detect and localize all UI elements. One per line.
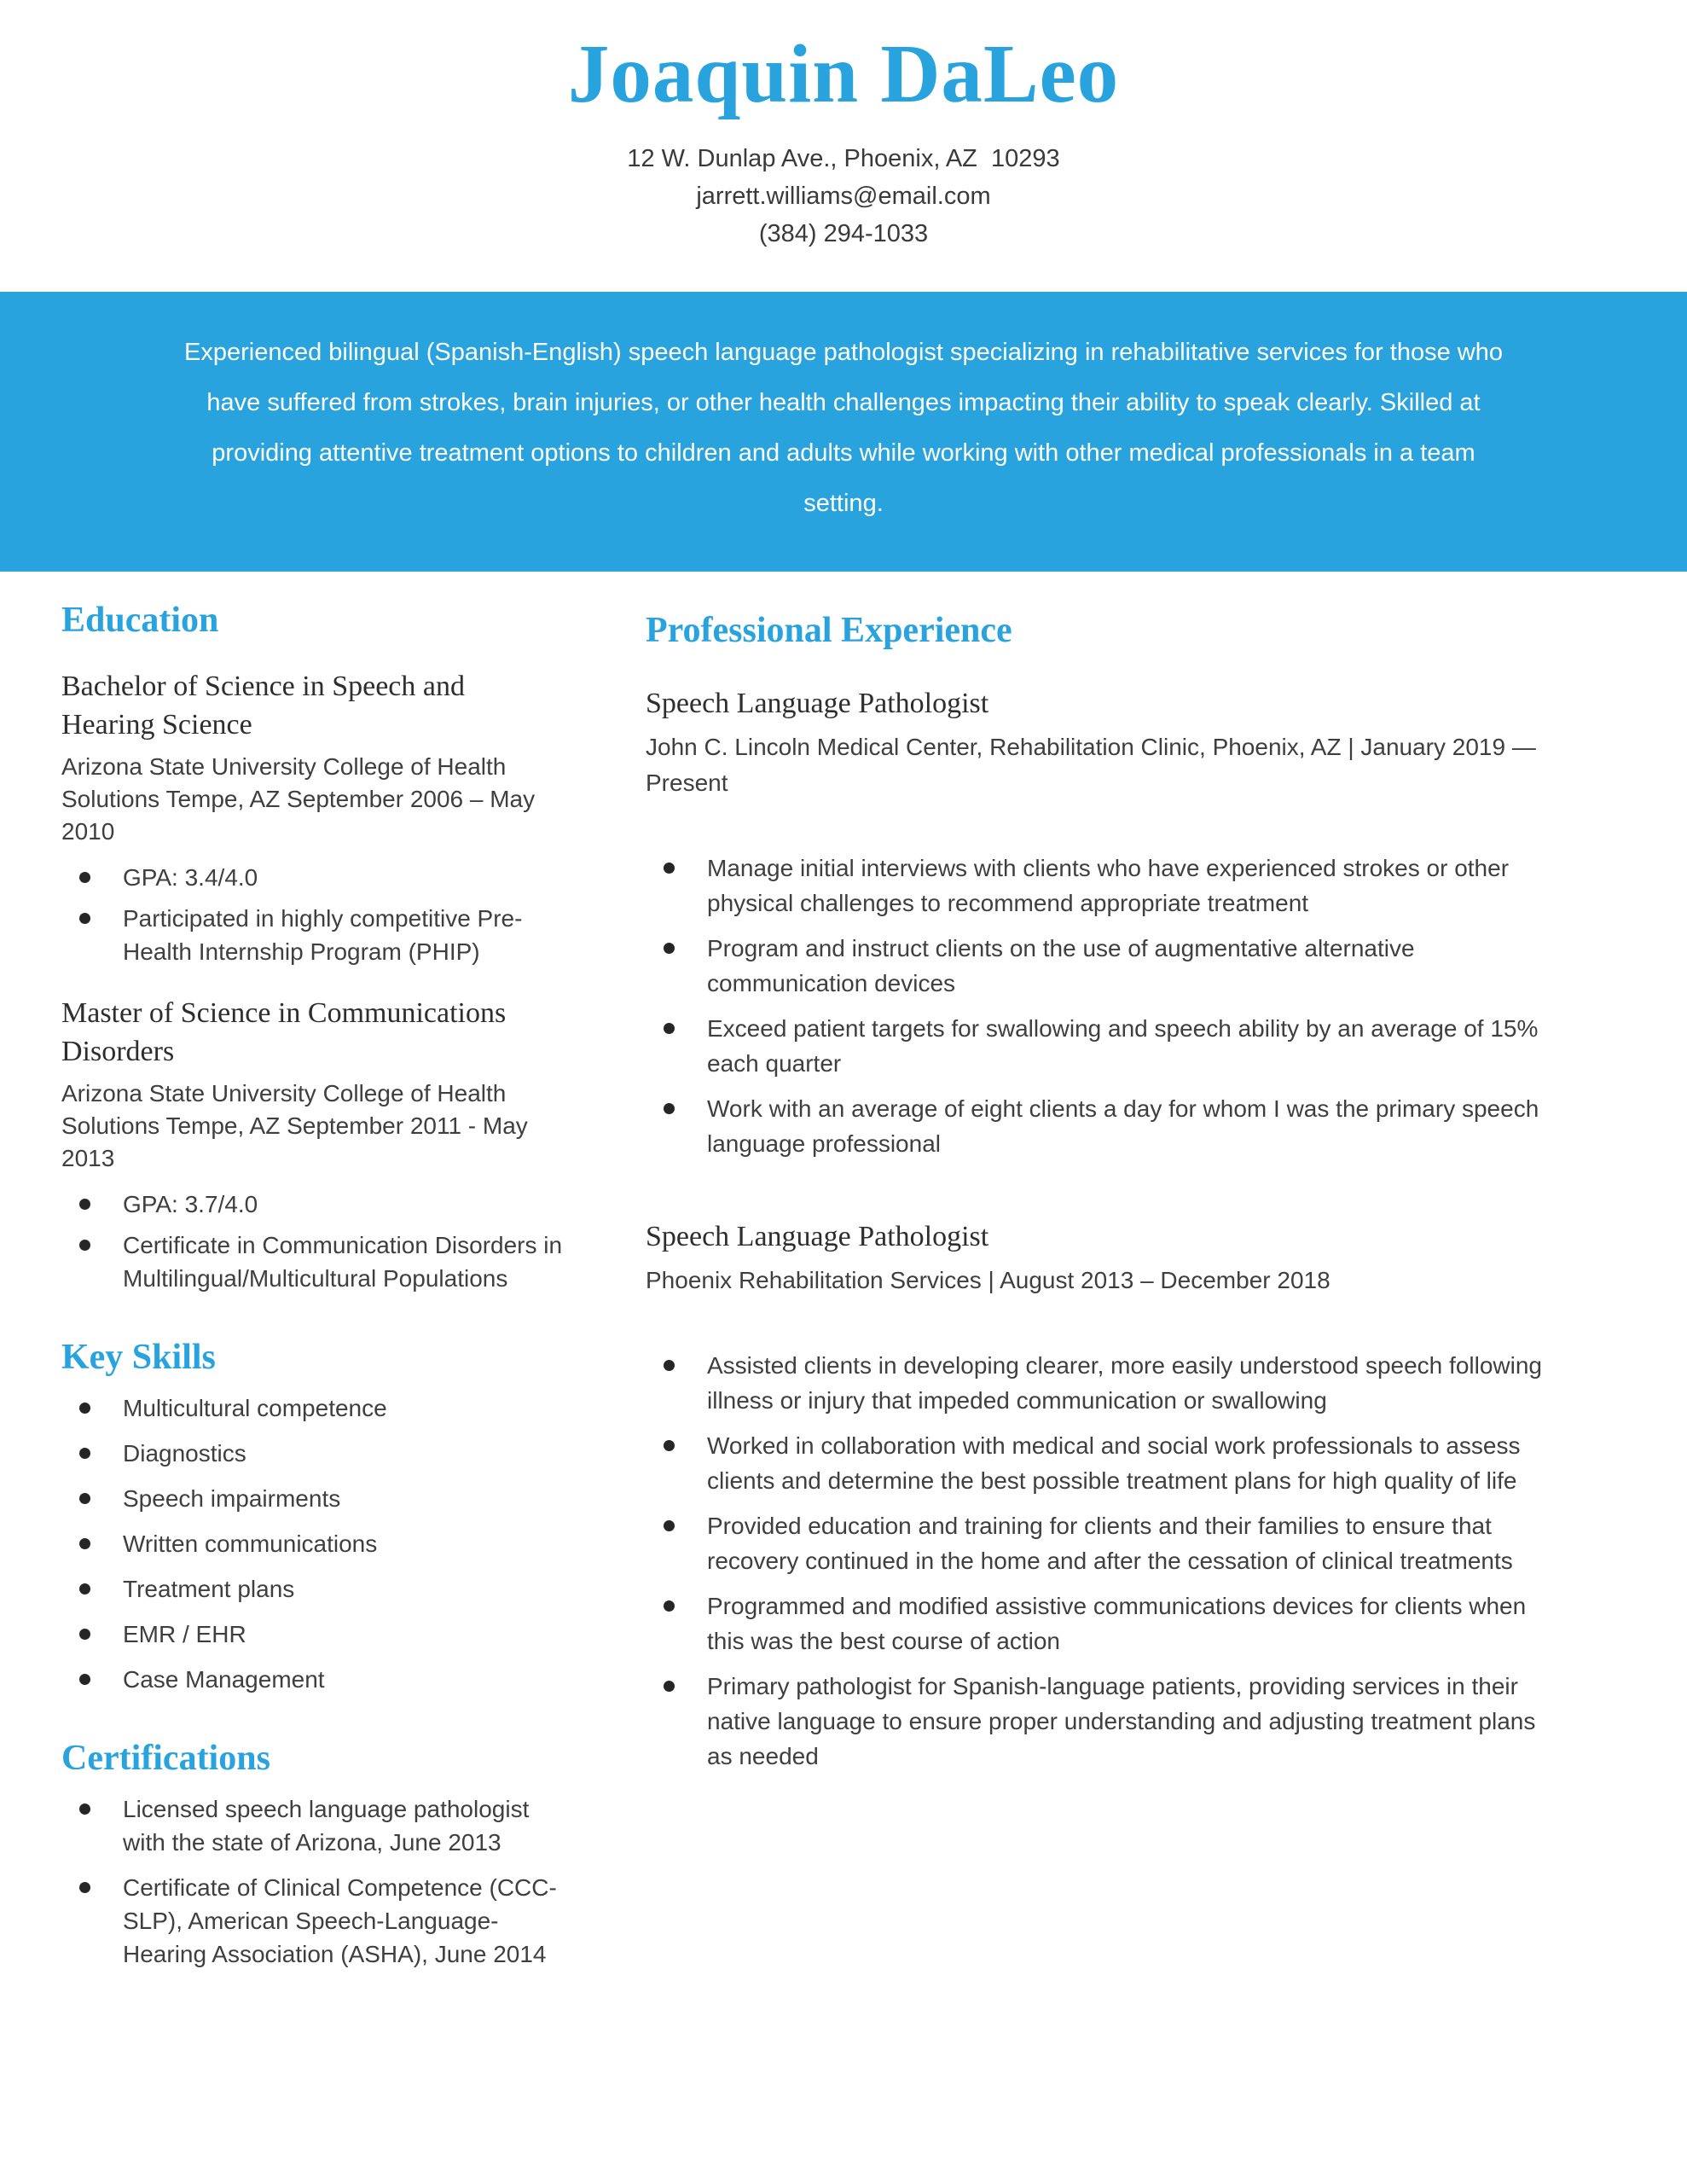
certification-item: Licensed speech language pathologist with the state of Arizona, June 2013 (61, 1792, 565, 1859)
certifications-section (61, 1737, 565, 1971)
job-bullet: Manage initial interviews with clients who have experienced strokes or other physical challenges to recommend appropriate treatment (646, 851, 1550, 921)
summary-banner (0, 292, 1687, 572)
key-skills-heading: Key Skills (61, 1337, 216, 1377)
education-bullet: Participated in highly competitive Pre-Health Internship Program (PHIP) (61, 902, 565, 968)
contact-block (0, 140, 1687, 253)
job-bullet: Worked in collaboration with medical and social work professionals to assess clients and determine the best possible treatment plans for high quality of life (646, 1428, 1550, 1498)
job-bullet: Program and instruct clients on the use of augmentative alternative communication devices (646, 931, 1550, 1001)
email-line: jarrett.williams@email.com (696, 182, 991, 210)
job-meta: John C. Lincoln Medical Center, Rehabilitation Clinic, Phoenix, AZ | January 2019 — Present (646, 733, 1536, 796)
candidate-name: Joaquin DaLeo (567, 28, 1120, 119)
content-columns (0, 572, 1687, 1983)
education-entries (61, 667, 565, 1295)
right-column (646, 599, 1550, 1983)
experience-heading: Professional Experience (646, 610, 1012, 650)
job-meta: Phoenix Rehabilitation Services | August 2013 – December 2018 (646, 1266, 1330, 1293)
job-entry (646, 684, 1550, 1161)
education-bullet-list (61, 1188, 565, 1295)
education-bullet: GPA: 3.7/4.0 (61, 1188, 565, 1221)
degree-title: Bachelor of Science in Speech and Hearing Science (61, 670, 465, 741)
job-bullet-list (646, 851, 1550, 1161)
job-bullet: Primary pathologist for Spanish-language patients, providing services in their native language to ensure proper understanding and adjusting treatment plans as needed (646, 1669, 1550, 1774)
job-bullet: Exceed patient targets for swallowing and speech ability by an average of 15% each quarter (646, 1011, 1550, 1081)
job-bullet: Programmed and modified assistive communications devices for clients when this was the best course of action (646, 1589, 1550, 1658)
certification-item: Certificate of Clinical Competence (CCC-SLP), American Speech-Language-Hearing Association (ASHA), June 2014 (61, 1871, 565, 1971)
job-bullet: Work with an average of eight clients a day for whom I was the primary speech language professional (646, 1091, 1550, 1161)
address-line: 12 W. Dunlap Ave., Phoenix, AZ 10293 (627, 144, 1060, 172)
degree-title: Master of Science in Communications Disorders (61, 996, 507, 1067)
education-heading: Education (61, 600, 219, 640)
education-entry (61, 994, 565, 1295)
education-bullet-list (61, 861, 565, 968)
education-entry (61, 667, 565, 968)
certifications-heading: Certifications (61, 1738, 270, 1778)
job-bullet: Provided education and training for clients and their families to ensure that recovery continued in the home and after the cessation of clinical treatments (646, 1508, 1550, 1578)
column-gap (565, 599, 646, 1983)
job-title: Speech Language Pathologist (646, 1220, 989, 1252)
school-info: Arizona State University College of Health Solutions Tempe, AZ September 2006 – May 2010 (61, 752, 536, 845)
skill-item: Multicultural competence (61, 1391, 565, 1425)
summary-text: Experienced bilingual (Spanish-English) speech language pathologist specializing in rehabilitative services for those who have suffered from strokes, brain injuries, or other health challenges impacting their ability to speak clearly. Skilled at providing attentive treatment options to children and adults while working with other medical professionals in a team setting. (184, 338, 1503, 517)
job-title: Speech Language Pathologist (646, 687, 989, 719)
left-column (61, 599, 565, 1983)
education-bullet: Certificate in Communication Disorders in Multilingual/Multicultural Populations (61, 1228, 565, 1295)
job-entry (646, 1217, 1550, 1774)
experience-section (646, 609, 1550, 1774)
key-skills-list (61, 1391, 565, 1696)
school-info: Arizona State University College of Health Solutions Tempe, AZ September 2011 - May 2013 (61, 1079, 528, 1171)
skill-item: Case Management (61, 1663, 565, 1696)
key-skills-section (61, 1336, 565, 1696)
skill-item: Diagnostics (61, 1437, 565, 1470)
job-bullet: Assisted clients in developing clearer, more easily understood speech following illness or injury that impeded communication or swallowing (646, 1348, 1550, 1418)
education-bullet: GPA: 3.4/4.0 (61, 861, 565, 894)
jobs-list (646, 684, 1550, 1774)
phone-line: (384) 294-1033 (758, 219, 929, 247)
skill-item: Treatment plans (61, 1572, 565, 1606)
header (0, 0, 1687, 253)
skill-item: Written communications (61, 1527, 565, 1560)
skill-item: EMR / EHR (61, 1618, 565, 1651)
job-bullet-list (646, 1348, 1550, 1774)
certifications-list (61, 1792, 565, 1971)
education-section (61, 599, 565, 1295)
skill-item: Speech impairments (61, 1482, 565, 1515)
